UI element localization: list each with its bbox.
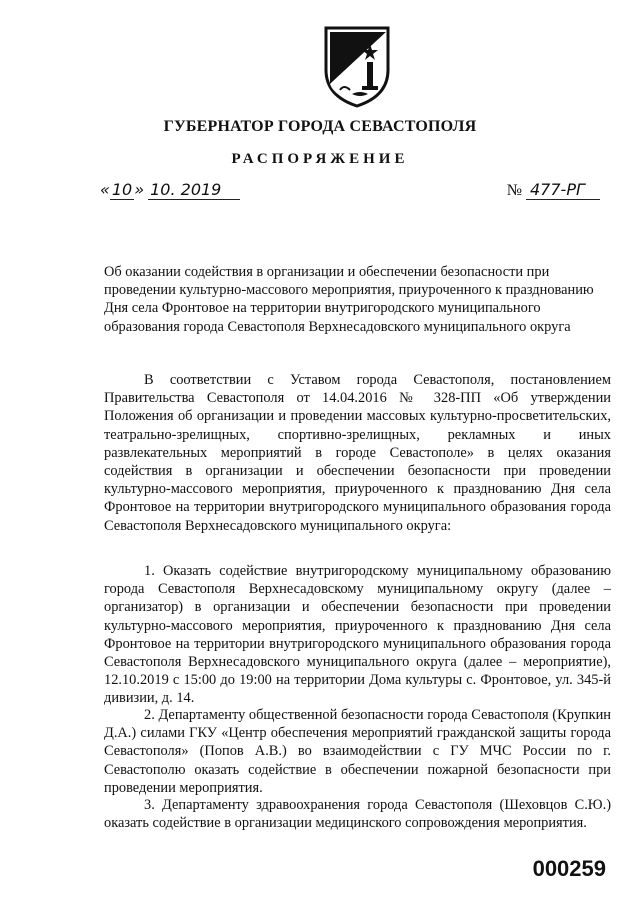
- document-subject: Об оказании содействия в организации и обеспечении безопасности при проведении культурно-массового мероприятия, приуроченного к празднованию Дня села Фронтовое на территории внутригородского муниципального образования города Севастополя Верхнесадовского муниципального округа: [104, 264, 594, 335]
- document-type: РАСПОРЯЖЕНИЕ: [231, 151, 409, 167]
- order-item-2: 2. Департаменту общественной безопасности города Севастополя (Крупкин Д.А.) силами ГКУ «Центр обеспечения мероприятий гражданской защиты города Севастополя» (Попов А.В.) во взаимодействии с ГУ МЧС России по г. Севастополю оказать содействие в обеспечении пожарной безопасности при проведении мероприятия.: [104, 707, 611, 796]
- document-date: [100, 180, 240, 200]
- issuer-title: ГУБЕРНАТОР ГОРОДА СЕВАСТОПОЛЯ: [163, 118, 477, 135]
- document-number: [507, 180, 600, 200]
- date-close-quote: »: [134, 180, 145, 199]
- date-month-year: 10. 2019: [148, 180, 240, 200]
- preamble-paragraph: В соответствии с Уставом города Севастополя, постановлением Правительства Севастополя от 14.04.2016 № 328-ПП «Об утверждении Положения об организации и проведении массовых культурно-просветительских, театрально-зрелищных, спортивно-зрелищных, рекламных и иных развлекательных мероприятий в городе Севастополе» в целях оказания содействия в организации и обеспечении безопасности при проведении культурно-массового мероприятия, приуроченного к празднованию Дня села Фронтовое на территории внутригородского муниципального образования города Севастополя Верхнесадовского муниципального округа:: [104, 372, 611, 534]
- number-value: 477-РГ: [526, 180, 600, 200]
- order-item-1: 1. Оказать содействие внутригородскому муниципальному образованию города Севастополя Верхнесадовскому муниципальному округу (далее – организатор) в организации и обеспечении безопасности при проведении культурно-массового мероприятия, приуроченного к празднованию Дня села Фронтовое на территории внутригородского муниципального образования города Севастополя Верхнесадовского муниципального округа (далее – мероприятие), 12.10.2019 с 15:00 до 19:00 на территории Дома культуры с. Фронтовое, ул. 345-й дивизии, д. 14.: [104, 563, 611, 707]
- number-label: №: [506, 182, 522, 199]
- registration-number: 000259: [532, 856, 606, 881]
- order-item-3: 3. Департаменту здравоохранения города Севастополя (Шеховцов С.Ю.) оказать содействие в организации медицинского сопровождения мероприятия.: [104, 797, 611, 832]
- date-open-quote: «: [100, 180, 110, 199]
- coat-of-arms-emblem: [322, 24, 392, 108]
- date-day: 10: [111, 180, 133, 199]
